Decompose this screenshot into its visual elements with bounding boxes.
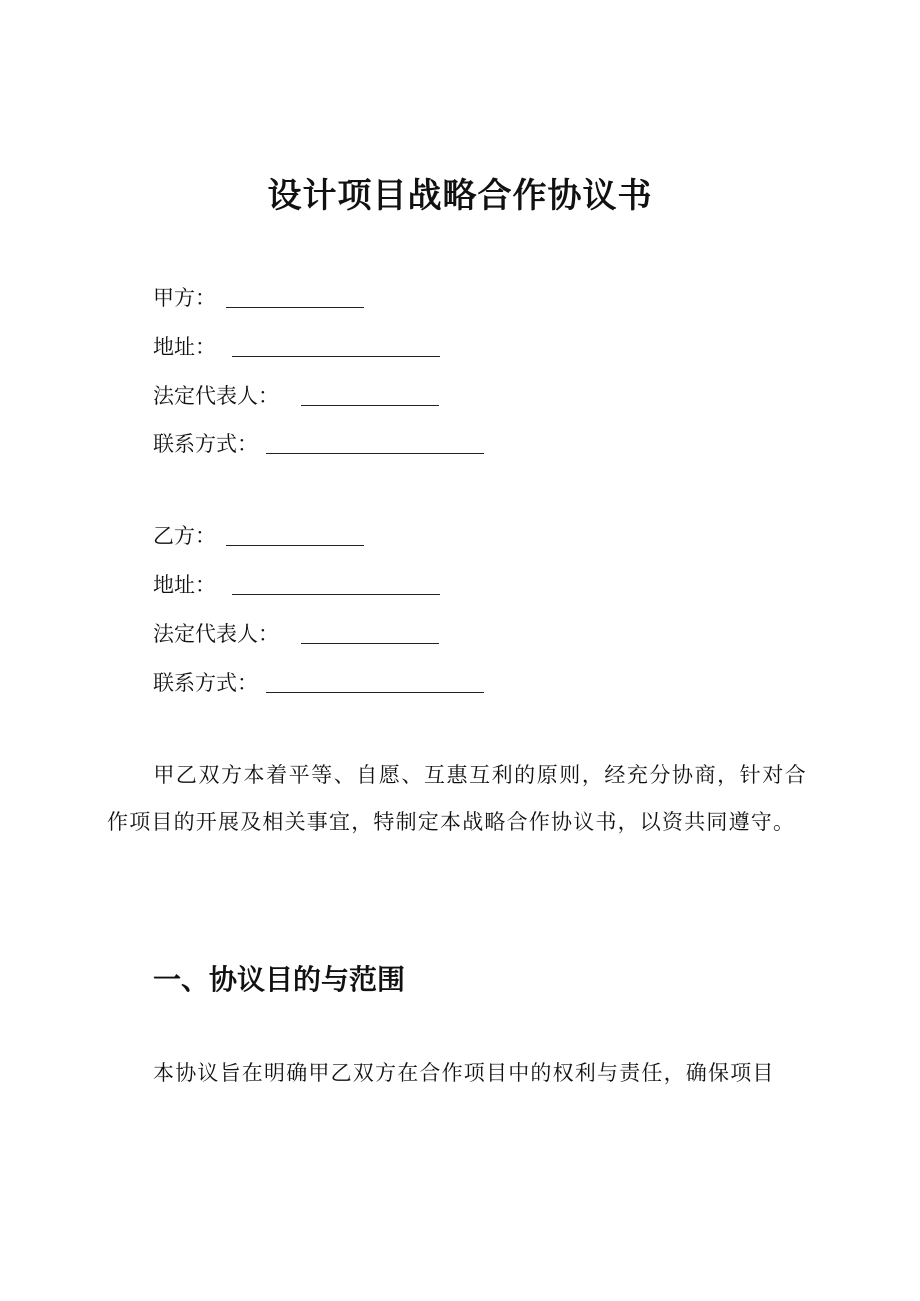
party-a-legal-rep-label: 法定代表人： (153, 384, 279, 408)
party-a-name-label: 甲方： (153, 286, 216, 310)
party-b-contact-field (153, 667, 484, 699)
party-b-address-blank (232, 572, 440, 595)
party-b-name-field (153, 520, 364, 552)
party-b-address-field (153, 569, 440, 601)
party-b-legal-rep-blank (301, 621, 439, 644)
party-b-contact-blank (266, 670, 484, 693)
section-1-paragraph-text: 本协议旨在明确甲乙双方在合作项目中的权利与责任，确保项目 (153, 1061, 775, 1085)
party-b-legal-rep-label: 法定代表人： (153, 622, 279, 646)
party-a-name-field (153, 282, 364, 314)
party-a-contact-label: 联系方式： (153, 432, 258, 456)
party-a-address-blank (232, 334, 440, 357)
section-1-paragraph (107, 1050, 807, 1097)
party-a-name-blank (226, 285, 364, 308)
party-a-contact-field (153, 428, 484, 460)
intro-paragraph-text: 甲乙双方本着平等、自愿、互惠互利的原则，经充分协商，针对合作项目的开展及相关事宜，特制定本战略合作协议书，以资共同遵守。 (107, 763, 807, 834)
party-b-legal-rep-field (153, 618, 439, 650)
party-a-address-label: 地址： (153, 335, 216, 359)
intro-paragraph (107, 752, 807, 846)
party-a-legal-rep-field (153, 380, 439, 412)
section-1-heading: 一、协议目的与范围 (153, 963, 406, 996)
party-b-contact-label: 联系方式： (153, 671, 258, 695)
party-a-legal-rep-blank (301, 383, 439, 406)
party-b-name-label: 乙方： (153, 524, 216, 548)
document-title: 设计项目战略合作协议书 (267, 176, 653, 216)
party-a-contact-blank (266, 431, 484, 454)
party-b-name-blank (226, 523, 364, 546)
party-b-address-label: 地址： (153, 573, 216, 597)
party-a-address-field (153, 331, 440, 363)
